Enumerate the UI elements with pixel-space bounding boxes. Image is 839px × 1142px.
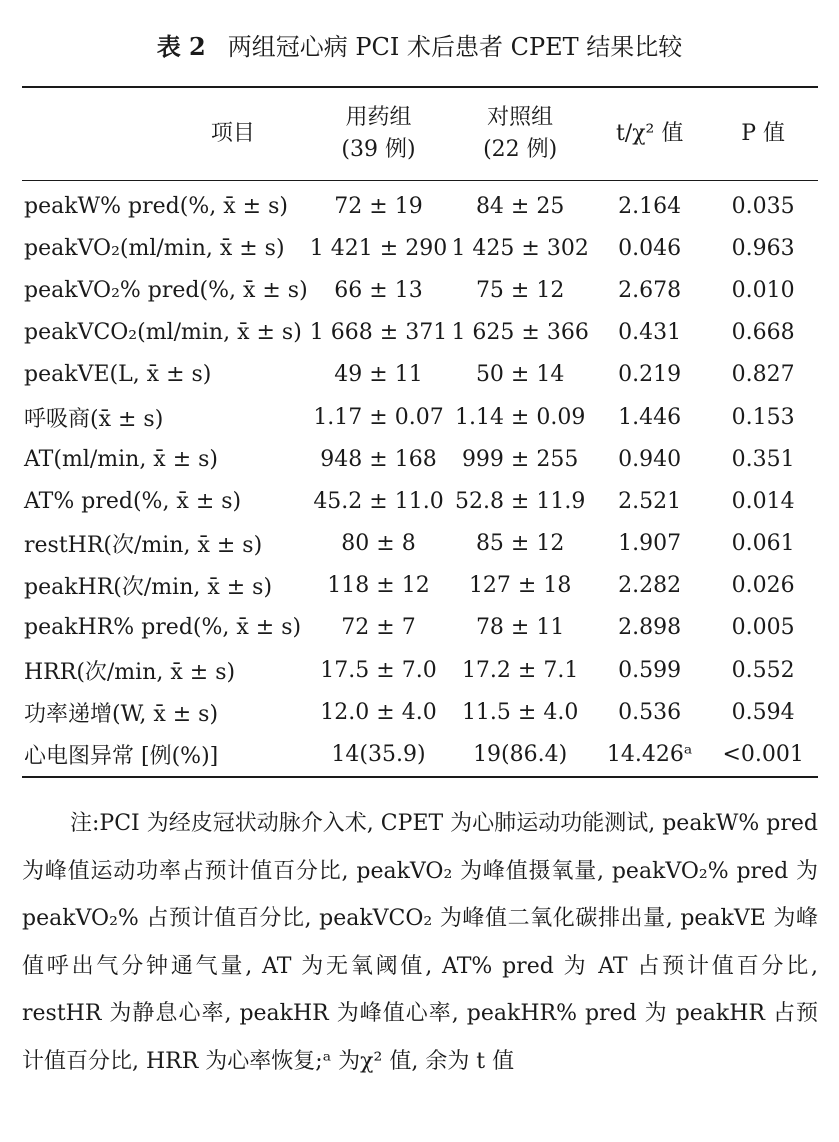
drug-group-value: 118 ± 12 [327,573,430,599]
p-value: <0.001 [722,742,804,768]
p-value: 0.035 [731,193,795,219]
row-label: 心电图异常 [例(%)] [24,744,219,770]
p-value: 0.061 [731,531,795,557]
drug-group-value: 1.17 ± 0.07 [313,404,444,430]
control-group-value: 127 ± 18 [468,573,572,599]
statistic-value: 2.678 [618,277,682,303]
row-label: peakVCO₂(ml/min, x̄ ± s) [24,320,302,346]
drug-group-value: 72 ± 19 [334,193,423,219]
statistic-value: 2.164 [618,193,682,219]
table-row [22,649,818,691]
p-value: 0.005 [731,615,795,641]
row-label: 呼吸商(x̄ ± s) [24,406,164,432]
control-group-value: 11.5 ± 4.0 [461,699,579,725]
p-value: 0.668 [731,320,795,346]
control-group-value: 50 ± 14 [475,362,565,388]
p-value: 0.963 [731,235,795,261]
table-row [22,438,818,480]
row-label: restHR(次/min, x̄ ± s) [24,533,263,559]
row-label: 功率递增(W, x̄ ± s) [24,701,219,727]
statistic-value: 14.426ᵃ [606,742,693,768]
control-group-value: 84 ± 25 [475,193,565,219]
control-group-value: 78 ± 11 [475,615,565,641]
p-value: 0.827 [731,362,795,388]
results-table [22,86,818,778]
drug-group-value: 45.2 ± 11.0 [313,488,444,514]
header-row [22,87,818,181]
table-row [22,181,818,228]
row-label: peakVO₂% pred(%, x̄ ± s) [24,277,308,303]
control-group-value: 17.2 ± 7.1 [461,657,579,683]
control-group-value: 19(86.4) [473,742,568,768]
table-row [22,565,818,607]
p-value: 0.014 [731,488,795,514]
p-value: 0.026 [731,573,795,599]
p-value: 0.010 [731,277,795,303]
control-group-value: 75 ± 12 [475,277,565,303]
control-group-value: 1.14 ± 0.09 [454,404,586,430]
table-row [22,691,818,733]
control-group-value: 1 425 ± 302 [451,235,589,261]
drug-group-value: 1 668 ± 371 [309,320,448,346]
statistic-value: 0.046 [618,235,682,261]
drug-group-value: 12.0 ± 4.0 [320,699,437,725]
table-label: 表 2 [156,32,206,61]
row-label: peakVO₂(ml/min, x̄ ± s) [24,235,285,261]
table-row [22,269,818,311]
table-row [22,312,818,354]
table-row [22,396,818,438]
row-label: peakVE(L, x̄ ± s) [24,362,212,388]
drug-group-value: 14(35.9) [331,742,426,768]
statistic-value: 1.907 [618,531,682,557]
drug-group-value: 948 ± 168 [320,446,437,472]
p-value: 0.594 [731,699,795,725]
header-p-value: P 值 [708,87,818,181]
header-drug-group: 用药组 (39 例) [308,87,450,181]
header-control-group: 对照组 (22 例) [449,87,591,181]
statistic-value: 0.431 [618,320,682,346]
header-item: 项目 [22,87,308,181]
row-label: peakHR(次/min, x̄ ± s) [24,575,273,601]
p-value: 0.351 [731,446,795,472]
statistic-value: 1.446 [618,404,682,430]
p-value: 0.153 [731,404,795,430]
statistic-value: 2.282 [618,573,682,599]
table-row [22,523,818,565]
control-group-value: 85 ± 12 [475,531,565,557]
drug-group-value: 72 ± 7 [341,615,416,641]
table-row [22,733,818,776]
table-row [22,354,818,396]
table-caption [0,30,839,64]
drug-group-value: 49 ± 11 [334,362,423,388]
statistic-value: 0.940 [618,446,682,472]
control-group-value: 999 ± 255 [461,446,579,472]
table-title: 两组冠心病 PCI 术后患者 CPET 结果比较 [227,33,683,61]
statistic-value: 0.219 [618,362,682,388]
control-group-value: 1 625 ± 366 [451,320,589,346]
drug-group-value: 66 ± 13 [334,277,423,303]
row-label: peakW% pred(%, x̄ ± s) [24,193,288,219]
row-label: HRR(次/min, x̄ ± s) [24,659,236,685]
table-row [22,480,818,522]
table-note: 注:PCI 为经皮冠状动脉介入术, CPET 为心肺运动功能测试, peakW% pred 为峰值运动功率占预计值百分比, peakVO₂ 为峰值摄氧量, peakVO₂% pred 为 peakVO₂% 占预计值百分比, peakVCO₂ 为峰值二氧化碳排出量, peakVE 为峰值呼出气分钟通气量, AT 为无氧阈值, AT% pred 为 AT 占预计值百分比, restHR 为静息心率, peakHR 为峰值心率, peakHR% pred 为 peakHR 占预计值百分比, HRR 为心率恢复;ᵃ 为χ² 值, 余为 t 值 [22,811,818,1074]
drug-group-value: 1 421 ± 290 [309,235,448,261]
table-row [22,227,818,269]
statistic-value: 0.599 [618,657,682,683]
header-statistic: t/χ² 值 [591,87,708,181]
drug-group-value: 80 ± 8 [341,531,416,557]
statistic-value: 2.898 [618,615,682,641]
statistic-value: 0.536 [618,699,682,725]
statistic-value: 2.521 [618,488,682,514]
row-label: AT(ml/min, x̄ ± s) [24,446,219,472]
row-label: peakHR% pred(%, x̄ ± s) [24,615,302,641]
p-value: 0.552 [731,657,795,683]
row-label: AT% pred(%, x̄ ± s) [24,488,242,514]
table-row [22,607,818,649]
drug-group-value: 17.5 ± 7.0 [320,657,437,683]
control-group-value: 52.8 ± 11.9 [454,488,586,514]
